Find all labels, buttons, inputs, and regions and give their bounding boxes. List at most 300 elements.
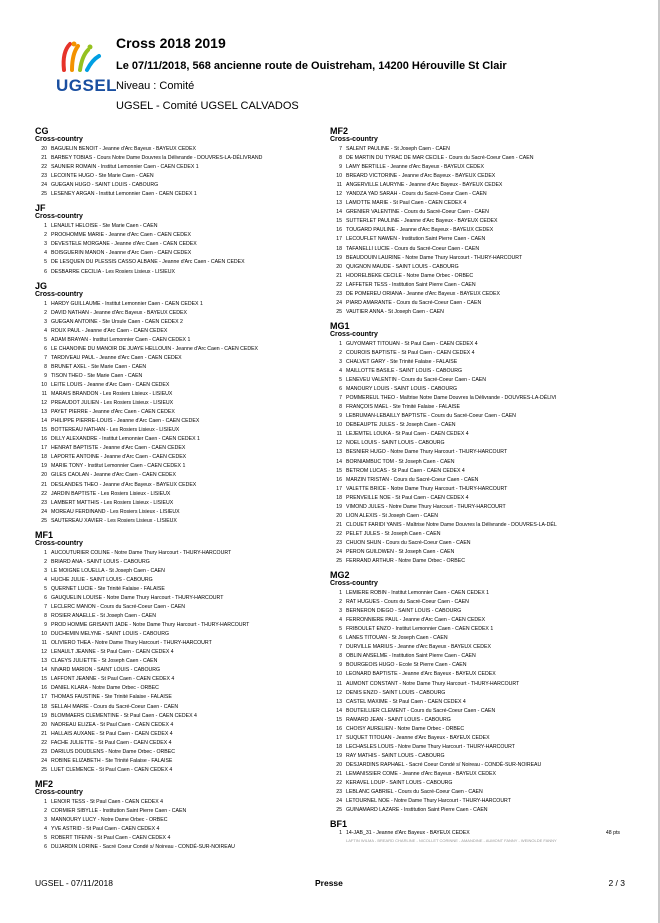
result-entry: LANES TITOUAN - St Joseph Caen - CAEN — [346, 635, 448, 642]
result-row — [330, 539, 620, 548]
result-entry: CHOISY AURELIEN - Notre Dame Orbec - ORBEC — [346, 725, 465, 732]
result-row — [35, 798, 325, 807]
result-rank: 14 — [336, 458, 342, 465]
result-entry: BRUNET AXEL - Ste Marie Caen - CAEN — [51, 363, 147, 370]
result-row — [35, 807, 325, 816]
result-row — [35, 318, 325, 327]
result-row — [330, 652, 620, 661]
result-entry: ROUX PAUL - Jeanne d'Arc Caen - CAEN CEDEX — [51, 327, 168, 334]
result-entry: MANNOURY LUCY - Notre Dame Orbec - ORBEC — [51, 817, 168, 823]
result-row — [330, 598, 620, 607]
result-row — [35, 739, 325, 748]
result-entry: DE MARTIN DU TYRAC DE MAR CECILE - Cours du Sacré-Coeur Caen - CAEN — [346, 155, 534, 162]
result-entry: LAFFONT JEANNE - St Paul Caen - CAEN CEDEX 4 — [51, 676, 175, 683]
result-rank: 1 — [44, 798, 47, 805]
result-entry: MAILLOTTE BASILE - SAINT LOUIS - CABOURG — [346, 368, 463, 375]
result-rank: 15 — [336, 218, 342, 225]
result-entry: RAT HUGUES - Cours du Sacré-Coeur Caen - CAEN — [346, 599, 469, 606]
result-rank: 12 — [41, 400, 47, 407]
result-rank: 24 — [336, 798, 342, 805]
result-row — [330, 698, 620, 707]
result-row — [330, 680, 620, 689]
result-entry: MARAIS BRANDON - Les Rosiers Lisieux - LISIEUX — [51, 391, 173, 398]
result-row — [330, 476, 620, 485]
result-row — [330, 340, 620, 349]
result-row — [35, 684, 325, 693]
result-entry: MANOURY LOUIS - SAINT LOUIS - CABOURG — [346, 386, 457, 393]
result-entry: TAFANELLI LUCIE - Cours du Sacré-Coeur Caen - CAEN — [346, 245, 480, 252]
result-row — [330, 670, 620, 679]
result-entry: LENAULT HELOISE - Ste Marie Caen - CAEN — [51, 223, 158, 230]
race-heading: Cross-country — [35, 788, 83, 796]
result-entry: OBLIN ANSELME - Institution Saint Pierre Caen - CAEN — [346, 653, 476, 660]
result-entry: DESLANDES THEO - Jeanne d'Arc Bayeux - BAYEUX CEDEX — [51, 481, 197, 488]
race-heading: Cross-country — [330, 580, 378, 588]
result-rank: 25 — [336, 558, 342, 565]
result-rank: 13 — [336, 698, 342, 705]
result-rank: 16 — [41, 685, 47, 692]
result-entry: PAYET PIERRE - Jeanne d'Arc Caen - CAEN CEDEX — [51, 409, 175, 416]
result-rank: 20 — [41, 721, 47, 728]
result-row — [330, 145, 620, 154]
result-row — [330, 512, 620, 521]
result-row — [330, 163, 620, 172]
result-entry: BREARD VICTORINE - Jeanne d'Arc Bayeux - BAYEUX CEDEX — [346, 173, 496, 180]
result-rank: 11 — [336, 680, 342, 687]
result-row — [330, 439, 620, 448]
result-row — [330, 689, 620, 698]
result-entry: DUJARDIN LORINE - Sacré Coeur Condé s/ Noireau - CONDÉ-SUR-NOIREAU — [51, 844, 235, 851]
committee-label: UGSEL - Comité UGSEL CALVADOS — [116, 100, 299, 112]
result-row — [35, 825, 325, 834]
result-entry: QUERNET LUCIE - Ste Trinité Falaise - FALAISE — [51, 585, 165, 592]
result-entry: PROD HOMME GRISANTI JADE - Notre Dame Thury Harcourt - THURY-HARCOURT — [51, 622, 250, 629]
result-entry: BOTTEREAU NATHAN - Les Rosiers Lisieux - LISIEUX — [51, 427, 180, 434]
result-row — [35, 471, 325, 480]
result-row — [35, 816, 325, 825]
result-row — [35, 721, 325, 730]
result-entry: BOISGUERIN MANON - Jeanne d'Arc Caen - CAEN CEDEX — [51, 250, 192, 257]
result-entry: LECHASLES LOUIS - Notre Dame Thury Harcourt - THURY-HARCOURT — [346, 743, 515, 750]
result-rank: 10 — [41, 381, 47, 388]
result-entry: SUQUET TITOUAN - Jeanne d'Arc Bayeux - BAYEUX CEDEX — [346, 734, 490, 741]
result-row — [35, 249, 325, 258]
result-rank: 9 — [339, 164, 342, 171]
result-entry: GILES CAOLAN - Jeanne d'Arc Caen - CAEN CEDEX — [51, 472, 176, 479]
result-rank: 8 — [44, 363, 47, 370]
result-row — [35, 154, 325, 163]
result-row — [35, 703, 325, 712]
result-rank: 5 — [44, 336, 47, 343]
result-entry: BOUTEILLIER CLEMENT - Cours du Sacré-Coeur Caen - CAEN — [346, 707, 496, 714]
result-row — [35, 309, 325, 318]
result-entry: LEONARD BAPTISTE - Jeanne d'Arc Bayeux - BAYEUX CEDEX — [346, 671, 496, 678]
result-rank: 2 — [339, 349, 342, 356]
result-row — [35, 172, 325, 181]
result-rank: 3 — [339, 608, 342, 615]
result-rank: 2 — [44, 309, 47, 316]
result-entry: AUMONT CONSTANT - Notre Dame Thury Harcourt - THURY-HARCOURT — [346, 680, 520, 687]
result-entry: DAVID NATHAN - Jeanne d'Arc Bayeux - BAYEUX CEDEX — [51, 309, 187, 316]
category-heading: MF2 — [35, 778, 53, 789]
result-rank: 18 — [336, 245, 342, 252]
result-entry: BETROM LUCAS - St Paul Caen - CAEN CEDEX 4 — [346, 467, 465, 474]
result-row — [330, 467, 620, 476]
result-entry: FERRAND ARTHUR - Notre Dame Orbec - ORBEC — [346, 558, 465, 565]
result-rank: 14 — [336, 707, 342, 714]
result-rank: 24 — [336, 299, 342, 306]
result-entry: GUEGAN HUGO - SAINT LOUIS - CABOURG — [51, 182, 159, 189]
result-entry: BARBEY TOBIAS - Cours Notre Dame Douvres la Délivrande - DOUVRES-LA-DÉLIVRAND — [51, 155, 263, 162]
result-entry: ROBINE ELIZABETH - Ste Trinité Falaise - FALAISE — [51, 757, 173, 764]
result-rank: 19 — [41, 463, 47, 470]
result-entry: HOORELBEKE CECILE - Notre Dame Orbec - ORBEC — [346, 272, 474, 279]
result-entry: LAFFETER TESS - Institution Saint Pierre Caen - CAEN — [346, 281, 476, 288]
result-entry: PRENVEILLE NOE - St Paul Caen - CAEN CEDEX 4 — [346, 494, 469, 501]
result-entry: BESNIER HUGO - Notre Dame Thury Harcourt - THURY-HARCOURT — [346, 449, 508, 456]
result-entry: PROOHOMME MARIE - Jeanne d'Arc Caen - CAEN CEDEX — [51, 232, 191, 239]
results-column-left — [35, 122, 325, 852]
result-rank: 12 — [336, 191, 342, 198]
result-rank: 18 — [41, 454, 47, 461]
result-row — [330, 716, 620, 725]
category-heading: JG — [35, 280, 48, 291]
result-row — [330, 412, 620, 421]
result-rank: 13 — [336, 200, 342, 207]
result-row — [330, 494, 620, 503]
result-entry: SAUTEREAU XAVIER - Les Rosiers Lisieux - LISIEUX — [51, 517, 177, 524]
result-row — [330, 607, 620, 616]
result-entry: BEAUDOUIN LAURINE - Notre Dame Thury Harcourt - THURY-HARCOURT — [346, 254, 523, 261]
result-entry: NOEL LOUIS - SAINT LOUIS - CABOURG — [346, 440, 445, 447]
result-row — [35, 390, 325, 399]
result-entry: ANGERVILLE LAURYNE - Jeanne d'Arc Bayeux - BAYEUX CEDEX — [346, 182, 503, 189]
result-rank: 21 — [41, 730, 47, 737]
result-entry: JARDIN BAPTISTE - Les Rosiers Lisieux - LISIEUX — [51, 490, 171, 497]
result-entry: GAUQUELIN LOUISE - Notre Dame Thury Harcourt - THURY-HARCOURT — [51, 594, 224, 601]
result-entry: ADAM BRAYAN - Institut Lemonnier Caen - CAEN CEDEX 1 — [51, 336, 191, 343]
result-entry: RAY MATHIS - SAINT LOUIS - CABOURG — [346, 752, 445, 759]
result-rank: 13 — [41, 658, 47, 665]
result-row — [35, 712, 325, 721]
result-row — [330, 761, 620, 770]
result-rank: 22 — [41, 164, 47, 171]
result-rank: 9 — [339, 662, 342, 669]
result-row — [330, 403, 620, 412]
result-row — [35, 612, 325, 621]
result-rank: 1 — [339, 590, 342, 597]
result-row — [330, 503, 620, 512]
result-row — [330, 616, 620, 625]
result-rank: 7 — [44, 604, 47, 611]
result-entry: SUTTERLET PAULINE - Jeanne d'Arc Bayeux - BAYEUX CEDEX — [346, 218, 498, 225]
result-entry: VALETTE BRICE - Notre Dame Thury Harcourt - THURY-HARCOURT — [346, 485, 508, 492]
race-heading: Cross-country — [330, 136, 378, 143]
result-row — [330, 254, 620, 263]
result-row — [330, 263, 620, 272]
result-row — [35, 549, 325, 558]
result-rank: 4 — [44, 826, 47, 833]
category-heading: MF2 — [330, 126, 348, 136]
result-entry: BLOMMAERS CLEMENTINE - St Paul Caen - CAEN CEDEX 4 — [51, 712, 197, 719]
result-rank: 13 — [336, 449, 342, 456]
result-row — [35, 630, 325, 639]
result-rank: 23 — [41, 748, 47, 755]
result-row — [35, 490, 325, 499]
result-row — [330, 367, 620, 376]
result-points: 48 pts — [605, 830, 620, 837]
result-entry: GUINAMARD LAZARE - Institution Saint Pierre Caen - CAEN — [346, 807, 488, 814]
result-rank: 22 — [336, 530, 342, 537]
result-row — [35, 354, 325, 363]
result-rank: 4 — [339, 617, 342, 624]
result-row — [330, 376, 620, 385]
ugsel-logo-mark — [56, 40, 108, 76]
result-rank: 20 — [41, 472, 47, 479]
result-row — [35, 748, 325, 757]
result-entry: TOUGARD PAULINE - Jeanne d'Arc Bayeux - BAYEUX CEDEX — [346, 227, 494, 234]
result-entry: LENOIR TESS - St Paul Caen - CAEN CEDEX 4 — [51, 798, 164, 805]
result-entry: LECLERC MANON - Cours du Sacré-Coeur Caen - CAEN — [51, 604, 186, 611]
result-row — [330, 797, 620, 806]
result-rank: 11 — [41, 391, 47, 398]
result-rank: 6 — [44, 594, 47, 601]
category-heading: MG2 — [330, 570, 350, 581]
result-row — [35, 444, 325, 453]
result-row — [35, 417, 325, 426]
result-row — [330, 199, 620, 208]
result-entry: MARIE TONY - Institut Lemonnier Caen - CAEN CEDEX 1 — [51, 463, 186, 470]
result-rank: 15 — [336, 716, 342, 723]
result-rank: 12 — [41, 649, 47, 656]
result-row — [330, 385, 620, 394]
result-entry: DEBEAUPTE JULES - St Joseph Caen - CAEN — [346, 422, 456, 429]
result-rank: 11 — [336, 431, 342, 438]
result-entry: LEBLANC GABRIEL - Cours du Sacré-Coeur Caen - CAEN — [346, 789, 483, 796]
result-entry: LEBRUMAN-LEBAILLY BAPTISTE - Cours du Sacré-Coeur Caen - CAEN — [346, 413, 516, 420]
result-rank: 17 — [336, 485, 342, 492]
result-row — [35, 843, 325, 852]
result-entry: DESBARRE CECILIA - Les Rosiers Lisieux - LISIEUX — [51, 268, 175, 275]
result-entry: YANDZA YAD SARAH - Cours du Sacré-Coeur Caen - CAEN — [346, 191, 487, 198]
result-entry: LION ALEXIS - St Joseph Caen - CAEN — [346, 512, 438, 519]
result-row — [35, 766, 325, 775]
result-rank: 18 — [336, 494, 342, 501]
event-location: Le 07/11/2018, 568 ancienne route de Ouistreham, 14200 Hérouville St Clair — [116, 60, 507, 72]
result-entry: BOURGEOIS HUGO - Ecole St Pierre Caen - CAEN — [346, 662, 467, 669]
result-row — [35, 345, 325, 354]
result-rank: 1 — [339, 830, 342, 837]
result-entry: GRENIER VALENTINE - Cours du Sacré-Coeur Caen - CAEN — [346, 209, 489, 216]
logo-text: UGSEL — [56, 76, 118, 95]
result-row — [35, 585, 325, 594]
result-rank: 17 — [336, 734, 342, 741]
result-entry: LAMOTTE MARIE - St Paul Caen - CAEN CEDEX 4 — [346, 200, 467, 207]
result-rank: 2 — [44, 558, 47, 565]
footer-date: UGSEL - 07/11/2018 — [35, 878, 113, 888]
result-entry: CHUON SHUN - Cours du Sacré-Coeur Caen - CAEN — [346, 539, 471, 546]
result-rank: 24 — [336, 548, 342, 555]
result-rank: 20 — [336, 761, 342, 768]
result-rank: 24 — [41, 182, 47, 189]
result-rank: 24 — [41, 508, 47, 515]
team-members: LAFTIN WILMA - BREARD CHARLINE - NICOLLET CORINNE - AMANDINE - AUMONT FANNY - WEINOLDE FANNY — [346, 838, 557, 844]
result-rank: 17 — [41, 445, 47, 452]
result-rank: 10 — [336, 422, 342, 429]
result-rank: 19 — [41, 712, 47, 719]
result-row — [35, 363, 325, 372]
result-rank: 22 — [41, 739, 47, 746]
result-row — [35, 666, 325, 675]
result-rank: 19 — [336, 254, 342, 261]
result-rank: 25 — [336, 308, 342, 315]
result-entry: FRANÇOIS MAEL - Ste Trinité Falaise - FALAISE — [346, 404, 460, 411]
result-rank: 8 — [339, 155, 342, 162]
result-entry: ROBERT TIFENN - St Paul Caen - CAEN CEDEX 4 — [51, 835, 171, 842]
result-row — [35, 181, 325, 190]
result-row — [330, 707, 620, 716]
result-entry: SALENT PAULINE - St Joseph Caen - CAEN — [346, 146, 450, 152]
page-number: 2 / 3 — [608, 878, 625, 888]
result-entry: CASTEL MAXIME - St Paul Caen - CAEN CEDEX 4 — [346, 698, 466, 705]
result-rank: 11 — [41, 640, 47, 647]
result-rank: 24 — [41, 757, 47, 764]
result-entry: LEJEMTEL LOUKA - St Paul Caen - CAEN CEDEX 4 — [346, 431, 469, 438]
result-entry: BERNERON DIEGO - SAINT LOUIS - CABOURG — [346, 608, 462, 615]
result-entry: CHALVET GARY - Ste Trinité Falaise - FALAISE — [346, 358, 458, 365]
result-rank: 5 — [44, 835, 47, 842]
result-entry: THOMAS FAUSTINE - Ste Trinité Falaise - FALAISE — [51, 694, 172, 701]
result-rank: 3 — [44, 318, 47, 325]
result-rank: 7 — [339, 644, 342, 651]
result-row — [330, 235, 620, 244]
result-row — [35, 408, 325, 417]
result-rank: 21 — [336, 771, 342, 777]
result-row — [330, 806, 620, 815]
result-entry: DILLY ALEXANDRE - Institut Lemonnier Caen - CAEN CEDEX 1 — [51, 436, 200, 443]
result-row — [35, 603, 325, 612]
result-entry: FRIBOULET ENZO - Institut Lemonnier Caen - CAEN CEDEX 1 — [346, 626, 494, 633]
result-entry: RAMARD JEAN - SAINT LOUIS - CABOURG — [346, 716, 451, 723]
result-entry: VAUTIER ANNA - St Joseph Caen - CAEN — [346, 308, 444, 315]
result-entry: LETOURNEL NOE - Notre Dame Thury Harcourt - THURY-HARCOURT — [346, 798, 511, 805]
result-rank: 7 — [339, 146, 342, 152]
result-rank: 3 — [44, 241, 47, 248]
result-entry: LAMBERT MATTHIS - Les Rosiers Lisieux - LISIEUX — [51, 499, 174, 506]
result-row — [330, 625, 620, 634]
result-rank: 16 — [336, 227, 342, 234]
result-row — [35, 372, 325, 381]
result-row — [330, 725, 620, 734]
result-rank: 2 — [44, 807, 47, 814]
result-entry: PIARD AMARANTE - Cours du Sacré-Coeur Caen - CAEN — [346, 299, 482, 306]
result-rank: 20 — [336, 263, 342, 270]
result-row — [35, 327, 325, 336]
result-rank: 19 — [336, 752, 342, 759]
result-rank: 25 — [336, 807, 342, 814]
result-entry: MARZIN TRISTAN - Cours du Sacré-Coeur Caen - CAEN — [346, 476, 479, 483]
result-entry: QUIGNON MAUDE - SAINT LOUIS - CABOURG — [346, 263, 459, 270]
category-heading: MG1 — [330, 320, 350, 331]
result-rank: 13 — [41, 409, 47, 416]
result-rank: 1 — [44, 549, 47, 556]
result-row — [35, 399, 325, 408]
result-entry: SAUNIER ROMAIN - Institut Lemonnier Caen - CAEN CEDEX 1 — [51, 164, 199, 171]
result-entry: FERRONNIERE PAUL - Jeanne d'Arc Caen - CAEN CEDEX — [346, 617, 486, 624]
result-entry: HUCHE JULIE - SAINT LOUIS - CABOURG — [51, 576, 153, 583]
result-rank: 22 — [336, 281, 342, 288]
result-rank: 25 — [41, 766, 47, 773]
result-row — [330, 290, 620, 299]
result-entry: SELLAH MARIE - Cours du Sacré-Coeur Caen - CAEN — [51, 703, 179, 710]
result-entry: AUCOUTURIER COLINE - Notre Dame Thury Harcourt - THURY-HARCOURT — [51, 549, 232, 556]
result-entry: KERAVEL LOUP - SAINT LOUIS - CABOURG — [346, 780, 453, 787]
result-rank: 6 — [44, 844, 47, 851]
result-entry: PHILIPPE PIERRE-LOUIS - Jeanne d'Arc Caen - CAEN CEDEX — [51, 418, 200, 425]
result-row — [330, 643, 620, 652]
result-row — [330, 349, 620, 358]
result-entry: CORMIER SIBYLLE - Institution Saint Pierre Caen - CAEN — [51, 807, 187, 814]
result-row — [330, 430, 620, 439]
result-rank: 21 — [336, 272, 342, 279]
result-entry: POMMEREUL THEO - Maîtrise Notre Dame Douvres la Délivrande - DOUVRES-LA-DÉLIVI — [346, 395, 557, 402]
result-row — [330, 358, 620, 367]
result-row — [35, 381, 325, 390]
result-row — [330, 458, 620, 467]
result-rank: 6 — [44, 268, 47, 275]
result-entry: PREAUDOT JULIEN - Les Rosiers Lisieux - LISIEUX — [51, 400, 174, 407]
category-heading: CG — [35, 126, 49, 136]
result-rank: 15 — [336, 467, 342, 474]
result-entry: NIVARD MARION - SAINT LOUIS - CABOURG — [51, 667, 161, 674]
result-rank: 17 — [41, 694, 47, 701]
result-row — [330, 829, 620, 838]
result-row — [35, 517, 325, 526]
result-row — [35, 567, 325, 576]
result-row — [330, 272, 620, 281]
result-rank: 8 — [339, 404, 342, 411]
result-row — [330, 734, 620, 743]
results-column-right — [330, 122, 620, 844]
result-rank: 16 — [41, 436, 47, 443]
result-row — [330, 779, 620, 788]
result-rank: 16 — [336, 725, 342, 732]
result-entry: DARILUS DOUDLENS - Notre Dame Orbec - ORBEC — [51, 748, 175, 755]
result-rank: 23 — [336, 789, 342, 796]
result-row — [35, 435, 325, 444]
result-entry: YVE ASTRID - St Paul Caen - CAEN CEDEX 4 — [51, 826, 160, 833]
result-entry: GUEGAN ANTOINE - Ste Ursule Caen - CAEN CEDEX 2 — [51, 318, 183, 325]
result-entry: LENAULT JEANNE - St Paul Caen - CAEN CEDEX 4 — [51, 649, 174, 656]
result-entry: LECOUFLET NAWEN - Institution Saint Pierre Caen - CAEN — [346, 236, 486, 243]
result-entry: MOREAU FERDINAND - Les Rosiers Lisieux - LISIEUX — [51, 508, 180, 515]
category-heading: BF1 — [330, 819, 348, 830]
result-entry: GUYOMART TITOUAN - St Paul Caen - CAEN CEDEX 4 — [346, 340, 478, 347]
result-entry: DURVILLE MARIUS - Jeanne d'Arc Bayeux - BAYEUX CEDEX — [346, 644, 491, 651]
result-row — [330, 634, 620, 643]
result-rank: 5 — [339, 626, 342, 633]
result-row — [35, 145, 325, 154]
result-row — [35, 558, 325, 567]
result-rank: 2 — [44, 232, 47, 239]
result-entry: LESENEY ARGAN - Institut Lemonnier Caen - CAEN CEDEX 1 — [51, 191, 197, 198]
result-row — [35, 462, 325, 471]
result-rank: 20 — [336, 512, 342, 519]
result-entry: HALLAIS AUXANE - St Paul Caen - CAEN CEDEX 4 — [51, 730, 173, 737]
result-rank: 4 — [44, 250, 47, 257]
result-entry: LECOINTE HUGO - Ste Marie Caen - CAEN — [51, 173, 154, 180]
result-rank: 14 — [336, 209, 342, 216]
